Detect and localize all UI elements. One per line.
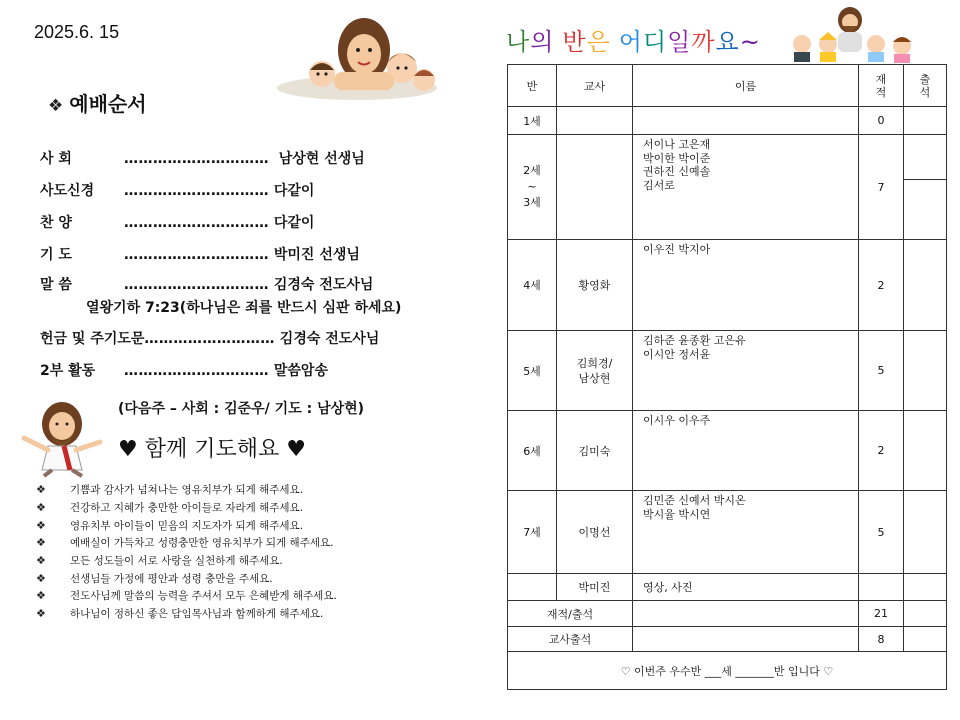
order-label: 사도신경 bbox=[40, 183, 95, 199]
names-cell: 이시우 이우주 bbox=[633, 411, 859, 491]
jesus-and-kids-illustration bbox=[784, 6, 920, 64]
order-value: 다같이 bbox=[273, 183, 315, 199]
diamond-bullet-icon: ❖ bbox=[48, 96, 64, 116]
class-list-title bbox=[506, 22, 761, 57]
teacher-attendance-label: 교사출석 bbox=[508, 627, 633, 652]
title-char: 나 bbox=[506, 28, 531, 56]
table-row bbox=[508, 331, 947, 411]
title-char: 디 bbox=[642, 28, 668, 56]
class-cell: 4세 bbox=[508, 240, 557, 331]
diamond-bullet-icon: ❖ bbox=[36, 571, 46, 585]
teacher-cell: 김희경/ 남상현 bbox=[557, 331, 633, 411]
order-item-creed: 사도신경 ………………………… 다같이 bbox=[40, 180, 314, 200]
total-label: 재적/출석 bbox=[508, 601, 633, 627]
title-char: 요 bbox=[715, 28, 740, 56]
diamond-bullet-icon: ❖ bbox=[36, 536, 46, 550]
bulletin-date: 2025.6. 15 bbox=[34, 22, 120, 42]
total-value: 21 bbox=[859, 601, 904, 627]
order-item-activity: 2부 활동 ………………………… 말씀암송 bbox=[40, 360, 328, 380]
order-value: 다같이 bbox=[273, 215, 315, 231]
enrolled-cell: 2 bbox=[859, 411, 904, 491]
attend-cell bbox=[904, 240, 947, 331]
class-roster-table bbox=[507, 64, 947, 690]
class-cell: 2세 ~ 3세 bbox=[508, 135, 557, 240]
prayer-item: ❖ 전도사님께 말씀의 능력을 주셔서 모두 은혜받게 해주세요. bbox=[36, 589, 337, 603]
attend-cell bbox=[904, 135, 947, 180]
total-row bbox=[508, 601, 947, 627]
prayer-item: ❖ 영유치부 아이들이 믿음의 지도자가 되게 해주세요. bbox=[36, 518, 304, 532]
enrolled-cell: 5 bbox=[859, 491, 904, 574]
sermon-verse: 열왕기하 7:23(하나님은 죄를 반드시 심판 하세요) bbox=[86, 300, 402, 316]
order-item-praise: 찬 양 ………………………… 다같이 bbox=[40, 212, 314, 232]
worship-order-title: 예배순서 bbox=[69, 92, 147, 116]
class-cell: 6세 bbox=[508, 411, 557, 491]
prayer-item: ❖ 기쁨과 감사가 넘쳐나는 영유치부가 되게 해주세요. bbox=[36, 483, 304, 497]
teacher-cell: 황영화 bbox=[557, 240, 633, 331]
prayer-item: ❖ 건강하고 지혜가 충만한 아이들로 자라게 해주세요. bbox=[36, 501, 304, 515]
order-value: 박미진 선생님 bbox=[273, 247, 360, 263]
footer-row bbox=[508, 652, 947, 690]
title-char: 의 bbox=[530, 28, 555, 56]
attend-cell bbox=[904, 411, 947, 491]
diamond-bullet-icon: ❖ bbox=[36, 483, 46, 497]
names-cell bbox=[633, 107, 859, 135]
column-header: 이름 bbox=[633, 65, 859, 107]
title-char: 은 bbox=[586, 28, 611, 56]
prayer-item: ❖ 모든 성도들이 서로 사랑을 실천하게 해주세요. bbox=[36, 554, 283, 568]
order-item-presider: 사 회 ………………………… 남상현 선생님 bbox=[40, 148, 365, 168]
attend-cell bbox=[904, 107, 947, 135]
order-value: 김경숙 전도사님 bbox=[279, 331, 380, 347]
prayer-item: ❖ 선생님들 가정에 평안과 성령 충만을 주세요. bbox=[36, 571, 273, 585]
class-cell: 1세 bbox=[508, 107, 557, 135]
table-row bbox=[508, 411, 947, 491]
column-header: 출석 bbox=[904, 65, 947, 107]
names-cell: 서이나 고은재 박이한 박이준 권하진 신예솔 김서로 bbox=[633, 135, 859, 240]
names-cell: 이우진 박지아 bbox=[633, 240, 859, 331]
attend-cell bbox=[904, 331, 947, 411]
running-jesus-illustration bbox=[12, 398, 110, 478]
prayer-title: ♥ 함께 기도해요 ♥ bbox=[118, 437, 306, 462]
diamond-bullet-icon: ❖ bbox=[36, 589, 46, 603]
order-label: 말 씀 bbox=[40, 277, 72, 293]
order-value: 말씀암송 bbox=[273, 363, 328, 379]
attend-cell bbox=[904, 491, 947, 574]
table-header-row bbox=[508, 65, 947, 107]
column-header: 재적 bbox=[859, 65, 904, 107]
table-row bbox=[508, 135, 947, 180]
table-row bbox=[508, 491, 947, 574]
prayer-list bbox=[36, 481, 337, 623]
jesus-with-children-illustration bbox=[272, 14, 442, 100]
title-char: ~ bbox=[739, 28, 761, 56]
teacher-cell bbox=[557, 107, 633, 135]
teacher-cell: 김미숙 bbox=[557, 411, 633, 491]
teacher-cell: 박미진 bbox=[557, 574, 633, 601]
attend-cell bbox=[904, 180, 947, 240]
enrolled-cell: 0 bbox=[859, 107, 904, 135]
role-cell: 영상, 사진 bbox=[633, 574, 859, 601]
diamond-bullet-icon: ❖ bbox=[36, 554, 46, 568]
class-cell: 5세 bbox=[508, 331, 557, 411]
table-row bbox=[508, 107, 947, 135]
prayer-item: ❖ 예배실이 가득차고 성령충만한 영유치부가 되게 해주세요. bbox=[36, 536, 334, 550]
title-char: 어 bbox=[618, 28, 643, 56]
table-row bbox=[508, 240, 947, 331]
order-label: 찬 양 bbox=[40, 215, 72, 231]
order-label: 기 도 bbox=[40, 247, 72, 263]
teacher-attendance-row bbox=[508, 627, 947, 652]
teacher-cell bbox=[557, 135, 633, 240]
diamond-bullet-icon: ❖ bbox=[36, 501, 46, 515]
title-char: 까 bbox=[691, 28, 716, 56]
best-class-footer: ♡ 이번주 우수반 ___세 _______반 입니다 ♡ bbox=[508, 652, 947, 690]
table-row bbox=[508, 574, 947, 601]
enrolled-cell: 7 bbox=[859, 135, 904, 240]
worship-order-heading bbox=[48, 88, 147, 117]
order-label: 헌금 및 주기도문 bbox=[40, 331, 145, 347]
order-value: 김경숙 전도사님 bbox=[273, 277, 374, 293]
column-header: 반 bbox=[508, 65, 557, 107]
teacher-cell: 이명선 bbox=[557, 491, 633, 574]
order-item-prayer: 기 도 ………………………… 박미진 선생님 bbox=[40, 244, 360, 264]
order-item-sermon: 말 씀 ………………………… 김경숙 전도사님 bbox=[40, 274, 373, 294]
names-cell: 김하준 윤종환 고은유 이시안 정서윤 bbox=[633, 331, 859, 411]
title-char: 반 bbox=[562, 28, 587, 56]
prayer-item: ❖ 하나님이 정하신 좋은 담임목사님과 함께하게 해주세요. bbox=[36, 607, 324, 621]
names-cell: 김민준 신예서 박시온 박시율 박시연 bbox=[633, 491, 859, 574]
enrolled-cell: 2 bbox=[859, 240, 904, 331]
teacher-attendance-value: 8 bbox=[859, 627, 904, 652]
order-value: 남상현 선생님 bbox=[278, 151, 365, 167]
diamond-bullet-icon: ❖ bbox=[36, 607, 46, 621]
title-char: 일 bbox=[667, 28, 692, 56]
order-item-offering: 헌금 및 주기도문……………………… 김경숙 전도사님 bbox=[40, 331, 380, 347]
enrolled-cell: 5 bbox=[859, 331, 904, 411]
order-label: 2부 활동 bbox=[40, 363, 96, 379]
diamond-bullet-icon: ❖ bbox=[36, 518, 46, 532]
column-header: 교사 bbox=[557, 65, 633, 107]
class-cell: 7세 bbox=[508, 491, 557, 574]
order-label: 사 회 bbox=[40, 151, 72, 167]
next-week-note: (다음주 – 사회 : 김준우/ 기도 : 남상현) bbox=[118, 401, 365, 417]
